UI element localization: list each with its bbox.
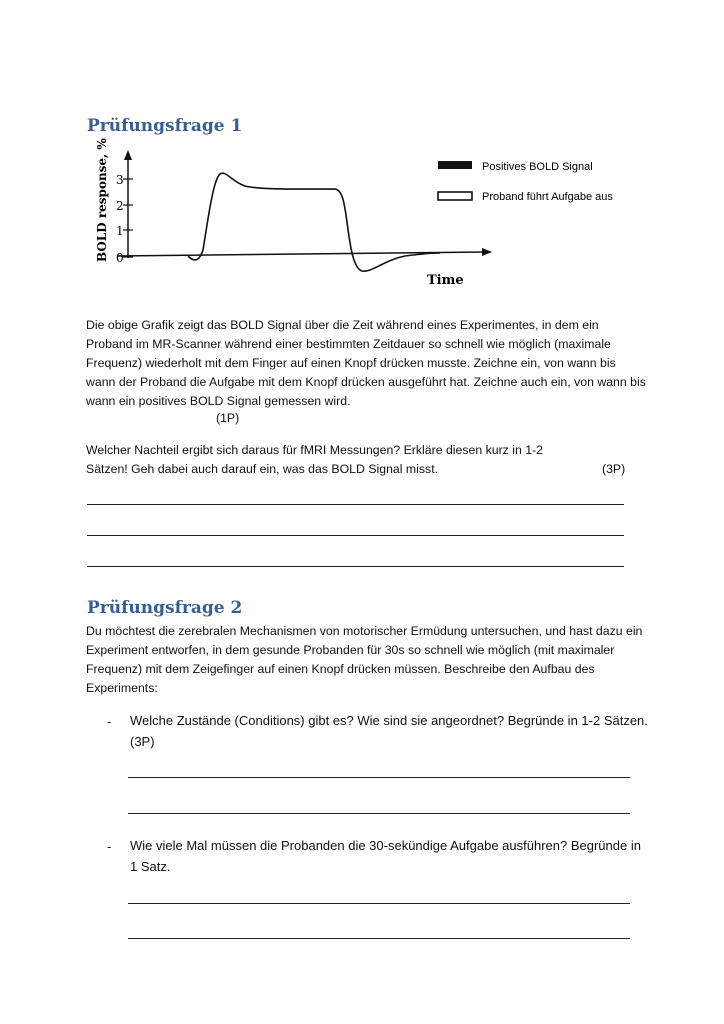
y-tick-label-1: 1 bbox=[116, 224, 124, 238]
answer-line-5[interactable] bbox=[128, 813, 630, 814]
question-2-heading: Prüfungsfrage 2 bbox=[87, 598, 243, 618]
answer-line-1[interactable] bbox=[87, 504, 624, 505]
question-2-intro: Du möchtest die zerebralen Mechanismen von motorischer Ermüdung untersuchen, und hast dazu ein Experiment entworfen, in dem gesunde Probanden für 30s so schnell wie möglich (mit maximaler Frequenz) mit dem Zeigefinger auf einen Knopf drücken müssen. Beschreibe den Aufbau des Experiments: bbox=[86, 624, 643, 695]
question-1-points: (1P) bbox=[216, 411, 240, 425]
answer-line-6[interactable] bbox=[128, 903, 630, 904]
y-tick-label-0: 0 bbox=[116, 251, 124, 265]
bullet-marker-1: - bbox=[107, 714, 112, 729]
answer-line-4[interactable] bbox=[128, 777, 630, 778]
legend-label-task: Proband führt Aufgabe aus bbox=[482, 191, 613, 203]
legend-label-positive-bold: Positives BOLD Signal bbox=[482, 161, 593, 173]
bold-curve bbox=[188, 173, 440, 271]
y-tick-label-3: 3 bbox=[116, 173, 124, 187]
question-1-heading: Prüfungsfrage 1 bbox=[87, 116, 243, 136]
x-axis-label: Time bbox=[427, 273, 464, 288]
question-2-bullet-2: Wie viele Mal müssen die Probanden die 30-sekündige Aufgabe ausführen? Begründe in 1 Satz. bbox=[130, 838, 641, 874]
legend-swatch-task bbox=[438, 192, 472, 200]
legend-swatch-positive-bold bbox=[438, 161, 472, 169]
bullet-marker-2: - bbox=[107, 839, 112, 854]
y-axis-arrow bbox=[124, 150, 132, 160]
answer-line-3[interactable] bbox=[87, 566, 624, 567]
answer-line-2[interactable] bbox=[87, 535, 624, 536]
bold-response-figure bbox=[0, 0, 724, 300]
x-axis-arrow bbox=[482, 248, 492, 256]
question-1-instructions: Die obige Grafik zeigt das BOLD Signal über die Zeit während eines Experimentes, in dem ein Proband im MR-Scanner während einer bestimmten Zeitdauer so schnell wie möglich (maximale Frequenz) wiederholt mit dem Finger auf einen Knopf drücken musste. Zeichne ein, von wann bis wann der Proband die Aufgabe mit dem Knopf drücken ausgeführt hat. Zeichne auch ein, von wann bis wann ein positives BOLD Signal gemessen wird. bbox=[86, 318, 646, 408]
question-2-bullet-1: Welche Zustände (Conditions) gibt es? Wie sind sie angeordnet? Begründe in 1-2 Sätzen. (3P) bbox=[130, 713, 648, 749]
answer-line-7[interactable] bbox=[128, 938, 630, 939]
question-1-followup: Welcher Nachteil ergibt sich daraus für fMRI Messungen? Erkläre diesen kurz in 1-2 Sätzen! Geh dabei auch darauf ein, was das BOLD Signal misst. bbox=[86, 443, 544, 476]
y-tick-label-2: 2 bbox=[116, 199, 124, 213]
question-1-followup-points: (3P) bbox=[602, 462, 626, 476]
y-axis-label: BOLD response, % bbox=[95, 138, 109, 262]
